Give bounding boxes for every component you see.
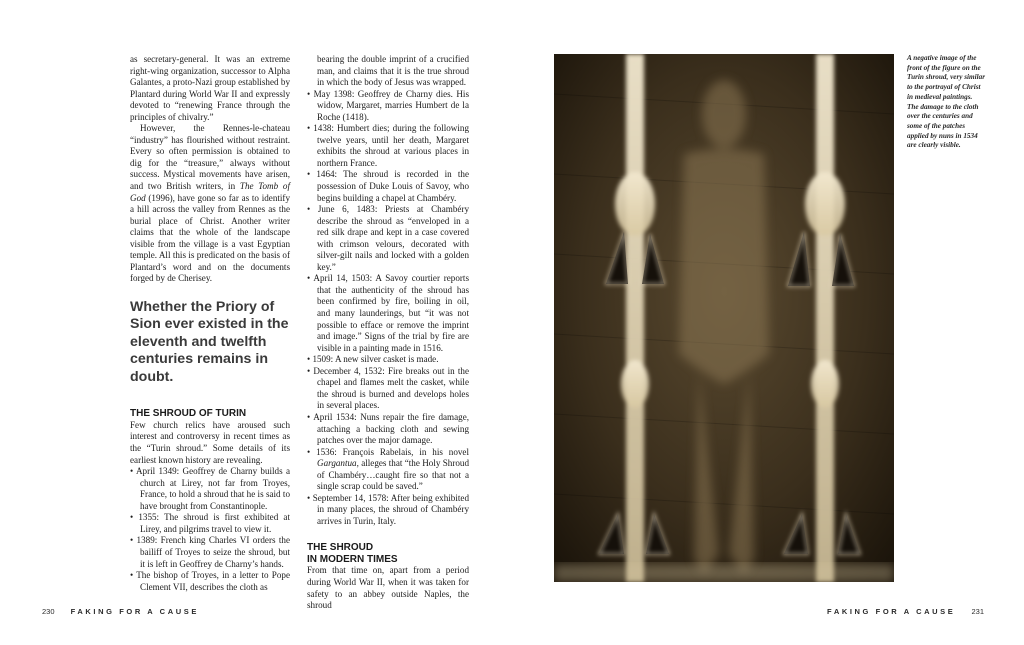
shroud-negative-image — [554, 54, 894, 582]
footer-right — [827, 607, 984, 616]
list-item-1536 — [307, 447, 469, 493]
paragraph-rennes-b: (1996), have gone so far as to identify a hill across the valley from Rennes as the burial place of Christ. Another writer claims that the whole of the landscape visible from the village is a vast Egyptian temple. All this is predicated on the basis of Plantard’s word and on the documents forged by de Cherisey. — [130, 192, 290, 284]
list-item: • The bishop of Troyes, in a letter to Pope Clement VII, describes the cloth as — [130, 570, 290, 592]
left-text-column — [130, 54, 290, 593]
paragraph-rennes — [130, 123, 290, 285]
photo-caption: A negative image of the front of the figure on the Turin shroud, very similar to the portrayal of Christ in medieval paintings. The damage to the cloth over the centuries and some of the patches applied by nuns in 1534 are clearly visible. — [907, 54, 986, 150]
shroud-negative-photo — [554, 54, 894, 582]
paragraph-rennes-a: However, the Rennes-le-chateau “industry” has flourished without restraint. Every so often permission is obtained to dig for the “treasure,” always without success. Mystical movements have arisen, and two British writers, in — [130, 123, 290, 192]
list-item: • 1389: French king Charles VI orders the bailiff of Troyes to seize the shroud, but it is left in Geoffrey de Charny’s hands. — [130, 535, 290, 569]
page-number-right: 231 — [971, 607, 984, 616]
list-item: • 1509: A new silver casket is made. — [307, 354, 439, 365]
paragraph-modern: From that time on, apart from a period during World War II, when it was taken for safety to an abbey outside Naples, the shroud — [307, 565, 469, 611]
book-title-gargantua: Gargantua, — [317, 458, 359, 469]
heading-modern-line2: IN MODERN TIMES — [307, 553, 398, 565]
list-item: • June 6, 1483: Priests at Chambéry describe the shroud as “enveloped in a red silk drape and kept in a case covered with crimson velours, decorated with silver-gilt nails and locked with a golden key.” — [307, 204, 469, 272]
list-item: • December 4, 1532: Fire breaks out in the chapel and flames melt the casket, while the shroud is burned and develops holes in several places. — [307, 365, 469, 411]
list-item: • April 1534: Nuns repair the fire damage, attaching a backing cloth and sewing patches over the major damage. — [307, 411, 469, 446]
list-item: • April 1349: Geoffrey de Charny builds a church at Lirey, not far from Troyes, France, to hold a shroud that he is said to have brought from Constantinople. — [130, 466, 290, 511]
paragraph-continuation: as secretary-general. It was an extreme right-wing organization, successor to Alpha Galantes, a proto-Nazi group established by Plantard during World War II and expressly devoted to “renewing France through the principles of chivalry.” — [130, 54, 290, 122]
bullet-continuation: bearing the double imprint of a crucified man, and claims that it is the true shroud in which the body of Jesus was wrapped. — [317, 54, 469, 88]
heading-modern-line1: THE SHROUD — [307, 542, 374, 554]
list-item: • September 14, 1578: After being exhibited in many places, the shroud of Chambéry arrives in Turin, Italy. — [307, 492, 469, 526]
right-text-column — [307, 54, 469, 612]
list-item-1536-a: • 1536: François Rabelais, in his novel — [307, 446, 469, 457]
pull-quote: Whether the Priory of Sion ever existed in the eleventh and twelfth centuries remains in doubt. — [130, 298, 289, 385]
list-item: • 1464: The shroud is recorded in the possession of Duke Louis of Savoy, who begins building a chapel at Chambéry. — [307, 169, 469, 203]
heading-shroud-modern-times — [307, 542, 469, 565]
heading-shroud-of-turin: THE SHROUD OF TURIN — [130, 408, 247, 420]
list-item: • 1438: Humbert dies; during the following twelve years, until her death, Margaret exhibits the shroud at various places in northern France. — [307, 123, 469, 168]
running-head-left: FAKING FOR A CAUSE — [70, 607, 199, 616]
page-number-left: 230 — [42, 607, 55, 616]
list-item: • May 1398: Geoffrey de Charny dies. His widow, Margaret, marries Humbert de la Roche (1418). — [307, 88, 469, 122]
list-item-1536-b: alleges that “the Holy Shroud of Chambéry…caught fire so that not a single scrap could be saved.” — [317, 458, 469, 492]
list-item: • April 14, 1503: A Savoy courtier reports that the authenticity of the shroud has been confirmed by fire, boiling in oil, and many launderings, but “it was not possible to efface or remove the imprint and image.” Signs of the trial by fire are visible in a painting made in 1516. — [307, 273, 469, 353]
book-title-tomb-of-god: The Tomb of God — [130, 181, 290, 203]
running-head-right: FAKING FOR A CAUSE — [827, 607, 956, 616]
footer-left — [42, 607, 199, 616]
paragraph-shroud-intro: Few church relics have aroused such interest and controversy in recent times as the “Turin shroud.” Some details of its earliest known history are revealing. — [130, 419, 290, 465]
list-item: • 1355: The shroud is first exhibited at Lirey, and pilgrims travel to view it. — [130, 512, 290, 534]
